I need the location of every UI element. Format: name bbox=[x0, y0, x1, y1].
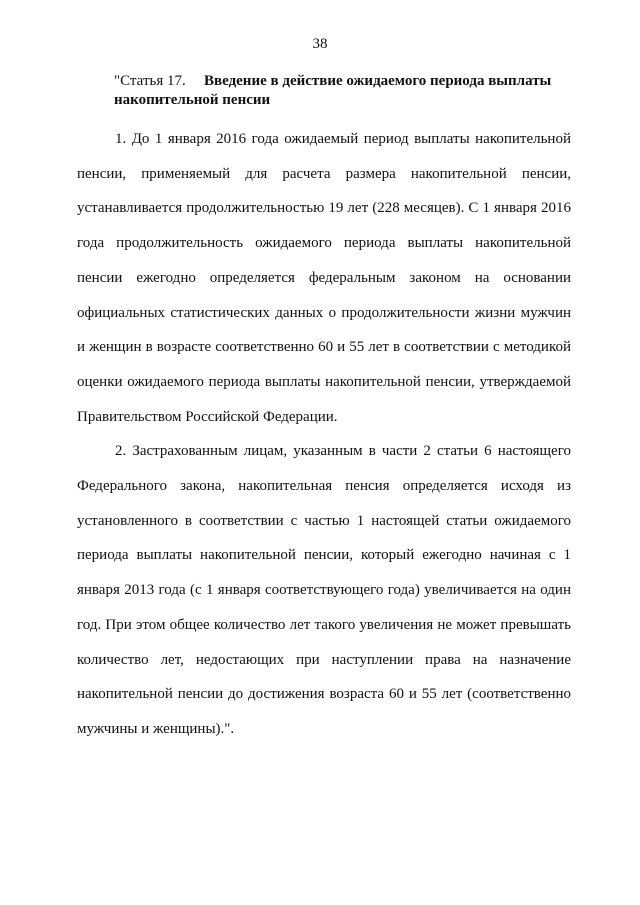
article-title: Введение в действие ожидаемого периода выплаты накопительной пенсии bbox=[114, 73, 552, 108]
article-label: "Статья 17. bbox=[114, 73, 186, 89]
paragraph-1: 1. До 1 января 2016 года ожидаемый период выплаты накопительной пенсии, применяемый для расчета размера накопительной пенсии, устанавливается продолжительностью 19 лет (228 месяцев). С 1 января 2016 года продолжительность ожидаемого периода выплаты накопительной пенсии ежегодно определяется федеральным законом на основании официальных статистических данных о продолжительности жизни мужчин и женщин в возрасте соответственно 60 и 55 лет в соответствии с методикой оценки ожидаемого периода выплаты накопительной пенсии, утверждаемой Правительством Российской Федерации. bbox=[77, 131, 571, 425]
page-number: 38 bbox=[312, 36, 328, 52]
article-body bbox=[77, 122, 571, 747]
paragraph-2: 2. Застрахованным лицам, указанным в части 2 статьи 6 настоящего Федерального закона, накопительная пенсия определяется исходя из установленного в соответствии с частью 1 настоящей статьи ожидаемого периода выплаты накопительной пенсии, который ежегодно начиная с 1 января 2013 года (с 1 января соответствующего года) увеличивается на один год. При этом общее количество лет такого увеличения не может превышать количество лет, недостающих при наступлении права на назначение накопительной пенсии до достижения возраста 60 и 55 лет (соответственно мужчины и женщины).". bbox=[77, 443, 571, 737]
article-heading bbox=[114, 72, 574, 110]
